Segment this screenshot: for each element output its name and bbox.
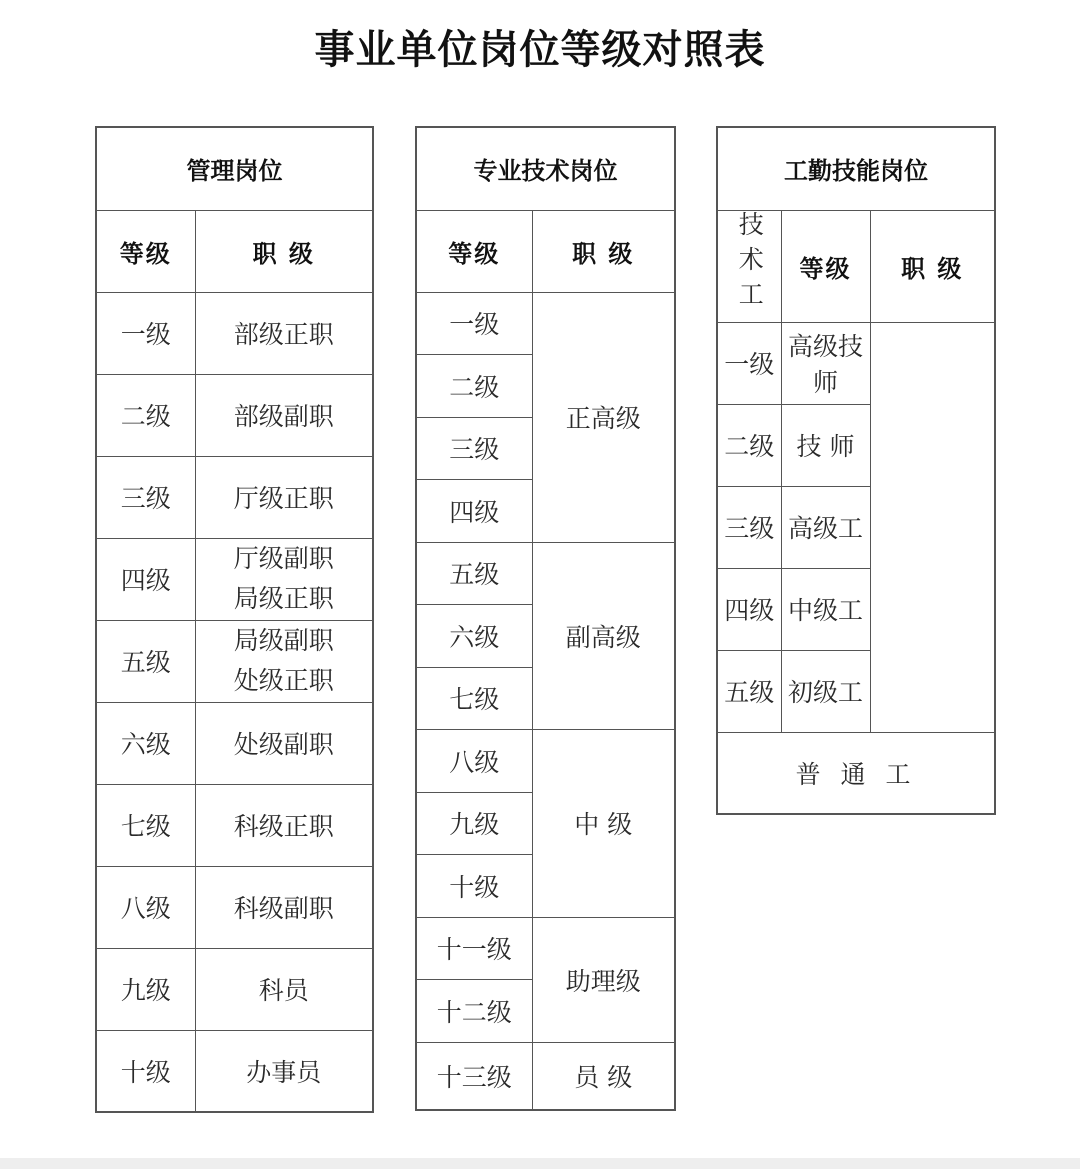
- grade-cell: 八级: [416, 730, 532, 793]
- table-row: [416, 542, 675, 605]
- rank-group-cell: 副高级: [532, 542, 675, 730]
- table-row: [416, 730, 675, 793]
- grade-cell: 三级: [96, 456, 195, 538]
- rank-cell: 技 师: [781, 404, 870, 486]
- grade-cell: 十三级: [416, 1042, 532, 1110]
- rank-cell: [195, 702, 373, 784]
- table-row: [416, 917, 675, 980]
- grade-column-header: 等级: [781, 210, 870, 322]
- grade-cell: 一级: [416, 292, 532, 355]
- general-worker-cell: 普 通 工: [717, 732, 995, 814]
- rank-column-header: 职 级: [870, 210, 995, 322]
- grade-cell: 二级: [717, 404, 781, 486]
- grade-cell: 十二级: [416, 980, 532, 1043]
- rank-group-cell: 正高级: [532, 292, 675, 542]
- rank-cell: 高级技师: [781, 322, 870, 404]
- grade-cell: 一级: [717, 322, 781, 404]
- worker-header: 工勤技能岗位: [717, 127, 995, 210]
- rank-cell: [195, 784, 373, 866]
- grade-cell: 六级: [96, 702, 195, 784]
- grade-cell: 六级: [416, 605, 532, 668]
- worker-table: [716, 126, 996, 815]
- rank-column-header: 职 级: [532, 210, 675, 292]
- rank-text: 处级正职: [233, 666, 334, 695]
- table-row: [96, 702, 373, 784]
- rank-cell: 高级工: [781, 486, 870, 568]
- grade-cell: 八级: [96, 866, 195, 948]
- grade-column-header: 等级: [96, 210, 195, 292]
- rank-cell: [195, 948, 373, 1030]
- rank-group-cell: 员 级: [532, 1042, 675, 1110]
- table-row: [717, 404, 995, 486]
- rank-text: 科级副职: [233, 894, 334, 923]
- table-row: [416, 292, 675, 355]
- table-row: [96, 538, 373, 620]
- rank-cell: [195, 374, 373, 456]
- grade-cell: 九级: [96, 948, 195, 1030]
- table-row: [717, 732, 995, 814]
- rank-cell: [195, 620, 373, 702]
- rank-column-header: 职 级: [195, 210, 373, 292]
- grade-cell: 二级: [96, 374, 195, 456]
- rank-cell: [195, 292, 373, 374]
- rank-text: 部级副职: [233, 402, 334, 431]
- grade-cell: 五级: [96, 620, 195, 702]
- rank-text: 厅级正职: [233, 484, 334, 513]
- rank-text: 办事员: [246, 1057, 322, 1087]
- table-row: [96, 866, 373, 948]
- rank-text: 处级副职: [233, 730, 334, 759]
- professional-header: 专业技术岗位: [416, 127, 675, 210]
- rank-text: 厅级副职: [233, 544, 334, 573]
- rank-cell: [195, 456, 373, 538]
- grade-cell: 十级: [96, 1030, 195, 1112]
- table-row: [96, 456, 373, 538]
- table-row: [96, 1030, 373, 1112]
- rank-text: 科级正职: [233, 812, 334, 841]
- rank-group-cell: 中 级: [532, 730, 675, 918]
- rank-cell: [195, 1030, 373, 1112]
- technical-worker-category: [717, 210, 781, 322]
- grade-cell: 二级: [416, 355, 532, 418]
- grade-cell: 十级: [416, 855, 532, 918]
- bottom-edge: [0, 1158, 1080, 1169]
- grade-cell: 十一级: [416, 917, 532, 980]
- table-row: [96, 292, 373, 374]
- rank-cell: 初级工: [781, 650, 870, 732]
- table-row: [96, 620, 373, 702]
- management-header: 管理岗位: [96, 127, 373, 210]
- rank-text: 局级正职: [233, 584, 334, 613]
- table-row: [717, 322, 995, 404]
- category-label: 技术工: [735, 210, 765, 316]
- table-row: [717, 568, 995, 650]
- rank-text: 局级副职: [233, 626, 334, 655]
- grade-column-header: 等级: [416, 210, 532, 292]
- table-row: [416, 1042, 675, 1110]
- grade-cell: 七级: [96, 784, 195, 866]
- grade-cell: 五级: [416, 542, 532, 605]
- grade-cell: 四级: [717, 568, 781, 650]
- grade-cell: 七级: [416, 667, 532, 730]
- page-title: 事业单位岗位等级对照表: [314, 27, 766, 73]
- grade-cell: 三级: [416, 417, 532, 480]
- table-row: [717, 650, 995, 732]
- rank-cell: [195, 866, 373, 948]
- rank-text: 科员: [258, 976, 309, 1005]
- rank-cell: [195, 538, 373, 620]
- grade-cell: 三级: [717, 486, 781, 568]
- grade-cell: 四级: [96, 538, 195, 620]
- professional-table: [415, 126, 676, 1111]
- rank-text: 部级正职: [233, 320, 334, 349]
- table-row: [96, 374, 373, 456]
- rank-cell: 中级工: [781, 568, 870, 650]
- management-table: [95, 126, 374, 1113]
- table-row: [96, 784, 373, 866]
- grade-cell: 五级: [717, 650, 781, 732]
- grade-cell: 四级: [416, 480, 532, 543]
- grade-cell: 九级: [416, 792, 532, 855]
- table-row: [96, 948, 373, 1030]
- grade-cell: 一级: [96, 292, 195, 374]
- rank-group-cell: 助理级: [532, 917, 675, 1042]
- table-row: [717, 486, 995, 568]
